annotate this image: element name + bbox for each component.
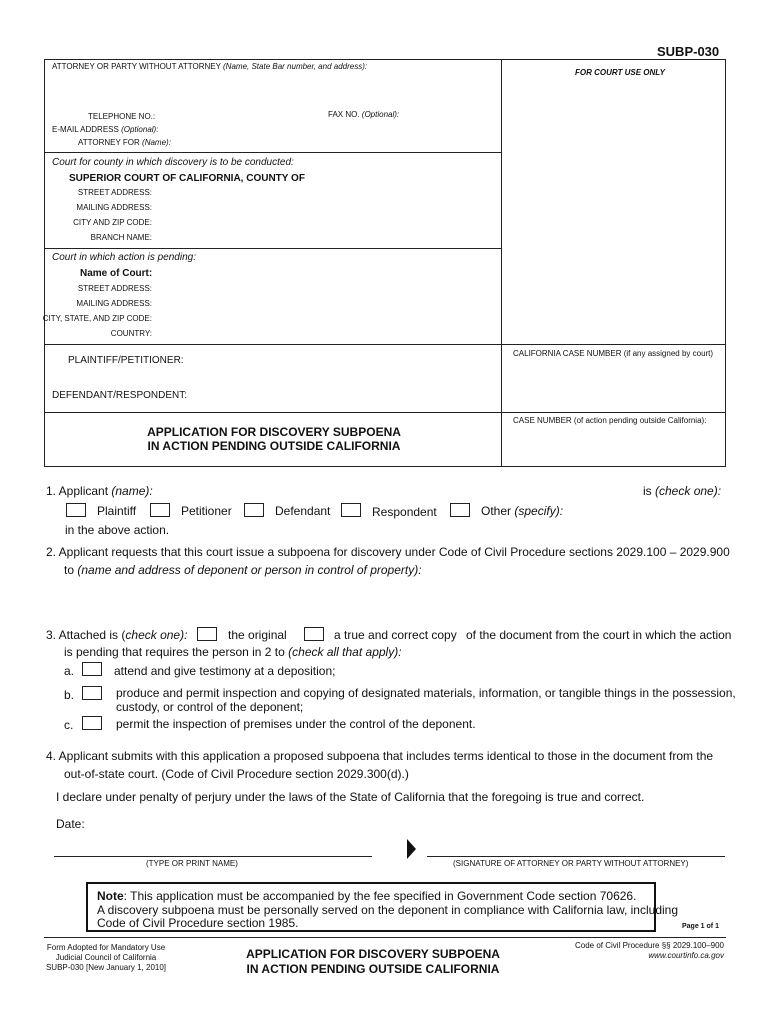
declaration-text: I declare under penalty of perjury under the laws of the State of California that the foregoing is true and correct. xyxy=(56,790,645,804)
defendant-option-label: Defendant xyxy=(275,504,331,518)
petitioner-option-label: Petitioner xyxy=(181,504,232,518)
street-address-label: STREET ADDRESS: xyxy=(77,284,152,293)
respondent-checkbox[interactable] xyxy=(341,503,361,517)
item3a-text: attend and give testimony at a deposition; xyxy=(114,664,336,678)
item4-line1: 4. Applicant submits with this application a proposed subpoena that includes terms identical to those in the document from the xyxy=(46,749,714,763)
item3-document-text: of the document from the court in which the action xyxy=(466,628,732,642)
section-divider xyxy=(44,152,501,153)
header-vertical-divider xyxy=(501,59,502,466)
item3b-text-line2: custody, or control of the deponent; xyxy=(116,700,304,714)
telephone-label: TELEPHONE NO.: xyxy=(88,112,156,121)
page-number: Page 1 of 1 xyxy=(682,923,719,930)
mailing-address-label: MAILING ADDRESS: xyxy=(76,299,152,308)
signature-line xyxy=(427,856,725,857)
attorney-label: ATTORNEY OR PARTY WITHOUT ATTORNEY (Name, State Bar number, and address): xyxy=(52,62,368,71)
header-bottom-border xyxy=(44,466,726,467)
form-number: SUBP-030 xyxy=(657,44,720,59)
superior-court-title: SUPERIOR COURT OF CALIFORNIA, COUNTY OF xyxy=(69,173,305,184)
signature-caption: (SIGNATURE OF ATTORNEY OR PARTY WITHOUT ATTORNEY) xyxy=(453,859,689,868)
item3c-checkbox[interactable] xyxy=(82,716,102,730)
item3-lead: 3. Attached is (check one): xyxy=(46,628,188,642)
original-option-label: the original xyxy=(228,628,287,642)
court-use-label: FOR COURT USE ONLY xyxy=(575,68,665,77)
item4-line2: out-of-state court. (Code of Civil Procedure section 2029.300(d).) xyxy=(64,767,409,781)
section-divider xyxy=(44,344,726,345)
item3b-checkbox[interactable] xyxy=(82,686,102,700)
ca-case-number-label: CALIFORNIA CASE NUMBER (if any assigned by court) xyxy=(513,349,714,358)
plaintiff-option-label: Plaintiff xyxy=(97,504,137,518)
plaintiff-label: PLAINTIFF/PETITIONER: xyxy=(68,355,184,366)
original-checkbox[interactable] xyxy=(197,627,217,641)
true-copy-option-label: a true and correct copy xyxy=(334,628,457,642)
item3c-label: c. xyxy=(64,718,74,732)
print-name-line xyxy=(54,856,372,857)
item2-line1: 2. Applicant requests that this court issue a subpoena for discovery under Code of Civil Procedure sections 2029.100 – 2029.900 xyxy=(46,545,730,559)
form-adopted-block: Form Adopted for Mandatory Use Judicial Council of California SUBP-030 [New January 1, 2010] xyxy=(45,943,167,972)
item1-check-one: is (check one): xyxy=(643,484,722,498)
mailing-address-label: MAILING ADDRESS: xyxy=(76,203,152,212)
item2-line2: to (name and address of deponent or person in control of property): xyxy=(64,563,422,577)
header-left-border xyxy=(44,59,45,466)
item3b-text-line1: produce and permit inspection and copying of designated materials, information, or tangible things in the possession, xyxy=(116,686,736,700)
branch-name-label: BRANCH NAME: xyxy=(90,233,152,242)
city-zip-label: CITY AND ZIP CODE: xyxy=(73,218,152,227)
discovery-court-heading: Court for county in which discovery is to be conducted: xyxy=(52,157,294,168)
city-state-zip-label: CITY, STATE, AND ZIP CODE: xyxy=(42,314,152,323)
header-right-border xyxy=(725,59,726,466)
item3b-label: b. xyxy=(64,688,75,702)
item3a-checkbox[interactable] xyxy=(82,662,102,676)
item3c-text: permit the inspection of premises under the control of the deponent. xyxy=(116,717,476,731)
fax-label: FAX NO. (Optional): xyxy=(328,110,400,119)
other-option-label: Other (specify): xyxy=(481,504,564,518)
note-line1: Note: This application must be accompanied by the fee specified in Government Code section 70626. xyxy=(97,889,637,903)
footer-title: APPLICATION FOR DISCOVERY SUBPOENA IN ACTION PENDING OUTSIDE CALIFORNIA xyxy=(246,947,500,976)
print-name-caption: (TYPE OR PRINT NAME) xyxy=(146,859,238,868)
email-label: E-MAIL ADDRESS (Optional): xyxy=(52,125,159,134)
case-number-outside-label: CASE NUMBER (of action pending outside California): xyxy=(513,416,707,425)
other-checkbox[interactable] xyxy=(450,503,470,517)
footer-rule xyxy=(44,937,726,938)
item3-pending: is pending that requires the person in 2 to (check all that apply): xyxy=(64,645,402,659)
form-title: APPLICATION FOR DISCOVERY SUBPOENA IN ACTION PENDING OUTSIDE CALIFORNIA xyxy=(147,425,401,453)
country-label: COUNTRY: xyxy=(110,329,152,338)
pending-court-heading: Court in which action is pending: xyxy=(52,252,196,263)
defendant-label: DEFENDANT/RESPONDENT: xyxy=(52,390,188,401)
petitioner-checkbox[interactable] xyxy=(150,503,170,517)
item1-tail: in the above action. xyxy=(65,523,170,537)
item1-applicant: 1. Applicant (name): xyxy=(46,484,153,498)
item3a-label: a. xyxy=(64,664,75,678)
note-line3: Code of Civil Procedure section 1985. xyxy=(97,916,299,930)
header-top-border xyxy=(44,59,725,60)
name-of-court-label: Name of Court: xyxy=(80,268,153,279)
note-line2: A discovery subpoena must be personally served on the deponent in compliance with California law, including xyxy=(97,903,679,917)
respondent-option-label: Respondent xyxy=(372,505,437,519)
street-address-label: STREET ADDRESS: xyxy=(77,188,152,197)
plaintiff-checkbox[interactable] xyxy=(66,503,86,517)
true-copy-checkbox[interactable] xyxy=(304,627,324,641)
section-divider xyxy=(44,412,726,413)
attorney-for-label: ATTORNEY FOR (Name): xyxy=(78,138,171,147)
signature-arrow-icon xyxy=(407,839,416,859)
defendant-checkbox[interactable] xyxy=(244,503,264,517)
section-divider xyxy=(44,248,501,249)
code-citation-block: Code of Civil Procedure §§ 2029.100–900 www.courtinfo.ca.gov xyxy=(575,941,724,960)
date-label: Date: xyxy=(56,817,85,831)
